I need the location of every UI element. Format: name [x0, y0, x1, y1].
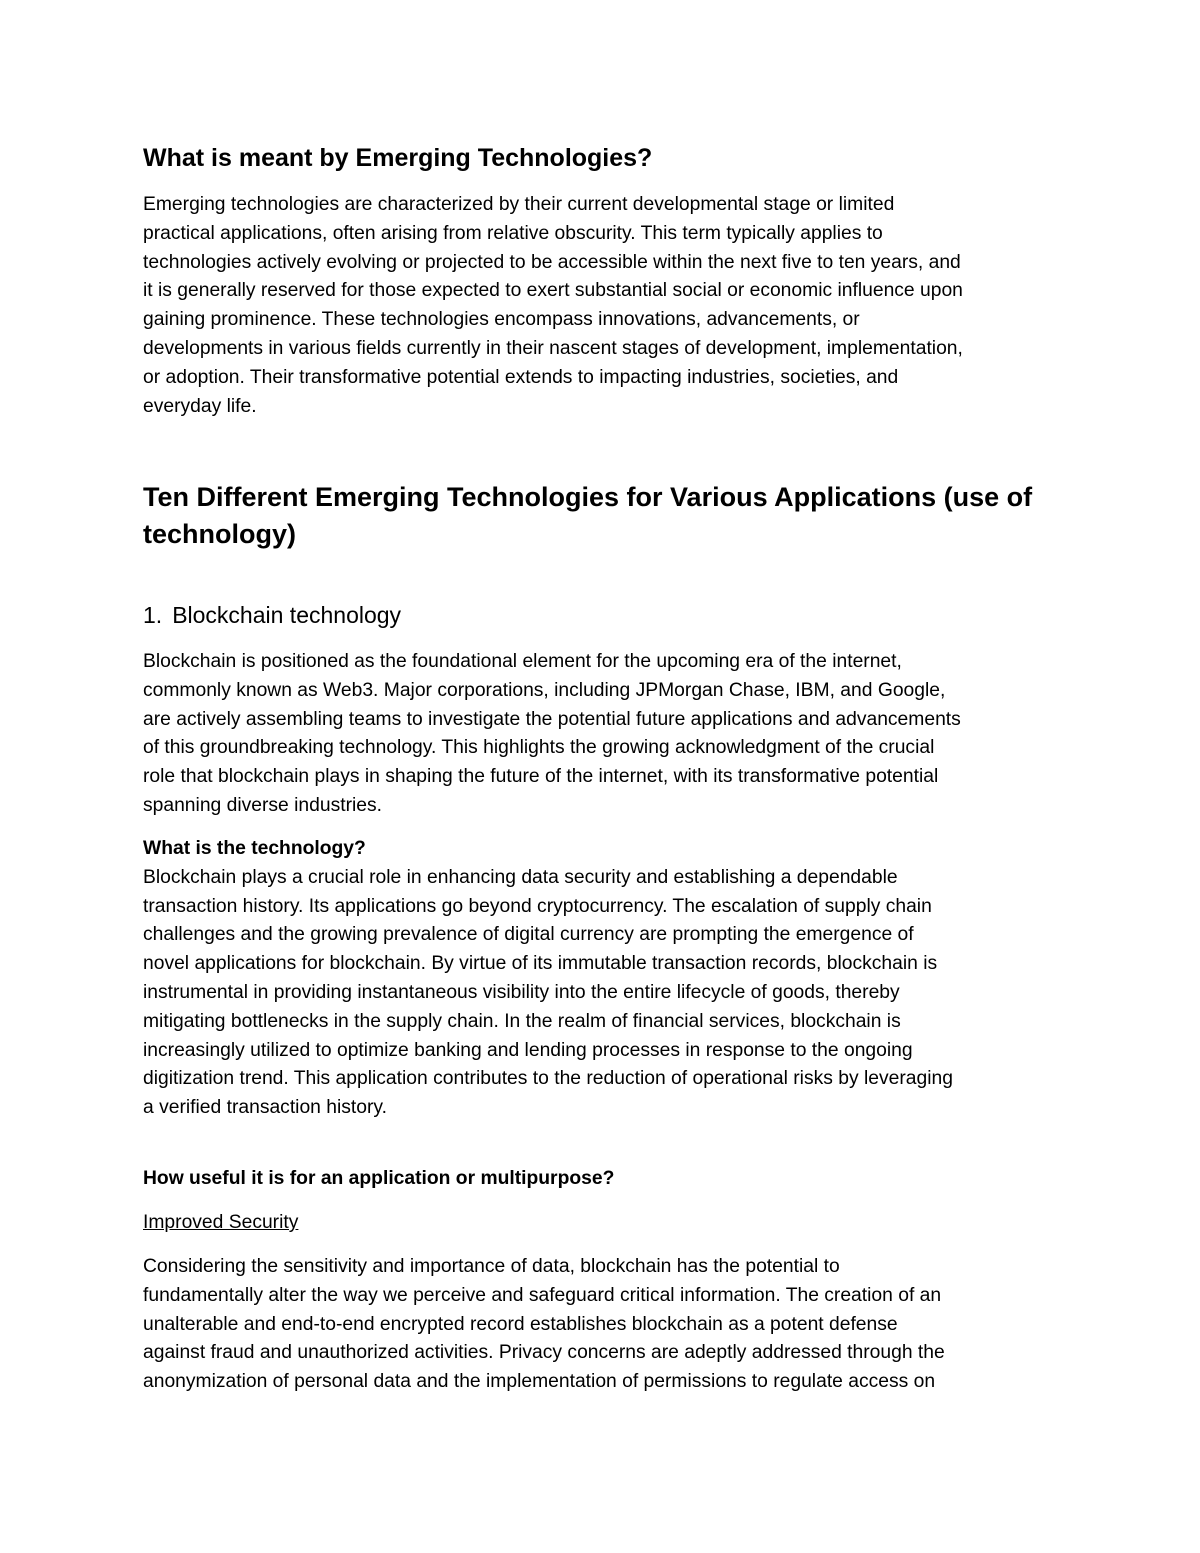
paragraph-line: are actively assembling teams to investigate the potential future applications and advancements [143, 708, 961, 730]
paragraph-line: instrumental in providing instantaneous visibility into the entire lifecycle of goods, thereby [143, 981, 900, 1003]
subheading-improved-security: Improved Security [143, 1212, 299, 1233]
subheading-how-useful: How useful it is for an application or multipurpose? [143, 1168, 615, 1189]
subheading-what-is-technology: What is the technology? [143, 838, 366, 859]
paragraph-line: increasingly utilized to optimize banking and lending processes in response to the ongoing [143, 1039, 913, 1061]
paragraph-line: anonymization of personal data and the implementation of permissions to regulate access on [143, 1371, 936, 1393]
paragraph-line: unalterable and end-to-end encrypted record establishes blockchain as a potent defense [143, 1313, 898, 1335]
heading-emerging-technologies: What is meant by Emerging Technologies? [143, 144, 653, 172]
item-title: Blockchain technology [172, 602, 402, 628]
paragraph-line: challenges and the growing prevalence of digital currency are prompting the emergence of [143, 924, 914, 946]
paragraph-line: Considering the sensitivity and importance of data, blockchain has the potential to [143, 1256, 840, 1277]
paragraph-line: role that blockchain plays in shaping the future of the internet, with its transformative potential [143, 766, 939, 788]
paragraph-line: or adoption. Their transformative potential extends to impacting industries, societies, and [143, 366, 899, 388]
subheading-how-useful-wrap [143, 1165, 1063, 1194]
paragraph-line: it is generally reserved for those expected to exert substantial social or economic influence upon [143, 280, 963, 302]
paragraph-line: commonly known as Web3. Major corporations, including JPMorgan Chase, IBM, and Google, [143, 679, 946, 701]
paragraph-line: mitigating bottlenecks in the supply chain. In the realm of financial services, blockchain is [143, 1010, 901, 1032]
paragraph-what-is-technology [143, 835, 1063, 1123]
paragraph-line: spanning diverse industries. [143, 794, 383, 816]
paragraph-line: Emerging technologies are characterized by their current developmental stage or limited [143, 194, 895, 215]
paragraph-line: Blockchain plays a crucial role in enhancing data security and establishing a dependable [143, 866, 898, 888]
heading-ten-technologies: Ten Different Emerging Technologies for Various Applications (use of technology) [143, 482, 1033, 549]
list-number: 1. [143, 602, 163, 628]
paragraph-line: Blockchain is positioned as the foundational element for the upcoming era of the internet, [143, 651, 902, 672]
paragraph-line: transaction history. Its applications go beyond cryptocurrency. The escalation of supply chain [143, 895, 932, 917]
paragraph-line: digitization trend. This application contributes to the reduction of operational risks by leveraging [143, 1068, 953, 1090]
paragraph-line: gaining prominence. These technologies encompass innovations, advancements, or [143, 309, 860, 331]
paragraph-line: novel applications for blockchain. By virtue of its immutable transaction records, blockchain is [143, 953, 938, 975]
paragraph-line: developments in various fields currently in their nascent stages of development, implementation, [143, 337, 963, 359]
paragraph-definition [143, 191, 1063, 421]
paragraph-line: practical applications, often arising from relative obscurity. This term typically applies to [143, 222, 883, 244]
paragraph-line: of this groundbreaking technology. This highlights the growing acknowledgment of the crucial [143, 737, 935, 759]
paragraph-blockchain-intro [143, 648, 1063, 821]
paragraph-line: against fraud and unauthorized activities. Privacy concerns are adeptly addressed through the [143, 1342, 945, 1364]
paragraph-line: everyday life. [143, 395, 257, 417]
paragraph-line: fundamentally alter the way we perceive and safeguard critical information. The creation of an [143, 1284, 942, 1306]
paragraph-improved-security [143, 1253, 1063, 1397]
paragraph-line: a verified transaction history. [143, 1097, 387, 1119]
paragraph-line: technologies actively evolving or projected to be accessible within the next five to ten years, and [143, 251, 961, 273]
heading-blockchain [143, 600, 401, 630]
